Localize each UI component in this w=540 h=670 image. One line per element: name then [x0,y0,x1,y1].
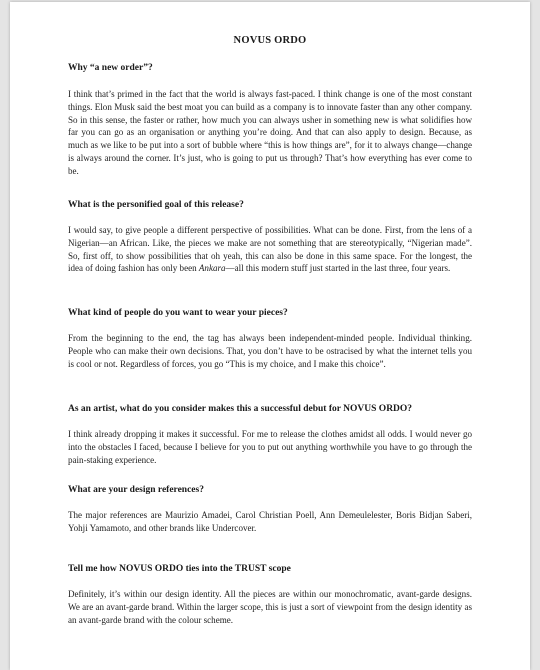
question-2: What is the personified goal of this release? [68,200,244,210]
answer-5: The major references are Maurizio Amadei, Carol Christian Poell, Ann Demeulelester, Boris Bidjan Saberi, Yohji Yamamoto, and other brands like Undercover. [68,510,472,533]
answer-2-text-start: I would say, to give people a different perspective of possibilities. What can be done. First, from the lens of a Nigerian—an African. Like, the pieces we make are not something that are stereotypically, “Nigerian made”. So, first off, to show possibilities that oh yeah, this can also be done in this same space. For the longest, the idea of doing fashion has only been [68,225,472,274]
document-title: NOVUS ORDO [233,35,307,46]
question-5: What are your design references? [68,485,204,495]
document-page [10,2,530,670]
answer-2 [68,224,472,275]
answer-4: I think already dropping it makes it successful. For me to release the clothes amidst all odds. I would never go into the obstacles I faced, because I believe for you to put out anything worthwhile you have to go through the pain-staking experience. [68,429,472,465]
answer-1: I think that’s primed in the fact that the world is always fast-paced. I think change is one of the most constant things. Elon Musk said the best moat you can build as a company is to innovate faster than any other company. So in this sense, the faster or rather, how much you can always usher in something new is what solidifies how far you can go as an organisation or anything you’re doing. And that can also apply to design. Because, as much as we like to be put into a sort of bubble where “this is how things are”, for it to always change—change is always around the corner. It’s just, who is going to put us through? That’s how everything has ever come to be. [68,89,472,176]
question-3: What kind of people do you want to wear your pieces? [68,308,288,318]
question-4: As an artist, what do you consider makes this a successful debut for NOVUS ORDO? [68,404,413,414]
answer-6: Definitely, it’s within our design identity. All the pieces are within our monochromatic, avant-garde designs. We are an avant-garde brand. Within the larger scope, this is just a sort of viewpoint from the design identity as an avant-garde brand with the colour scheme. [68,589,472,625]
question-6: Tell me how NOVUS ORDO ties into the TRUST scope [68,564,291,574]
answer-3: From the beginning to the end, the tag has always been independent-minded people. Individual thinking. People who can make their own decisions. That, you don’t have to be ostracised by what the internet tells you is cool or not. Regardless of forces, you go “This is my choice, and I make this choice”. [68,333,472,369]
question-1: Why “a new order”? [68,63,153,73]
answer-2-italic-term: Ankara [198,263,226,274]
answer-2-text-end: —all this modern stuff just started in the last three, four years. [225,263,451,274]
